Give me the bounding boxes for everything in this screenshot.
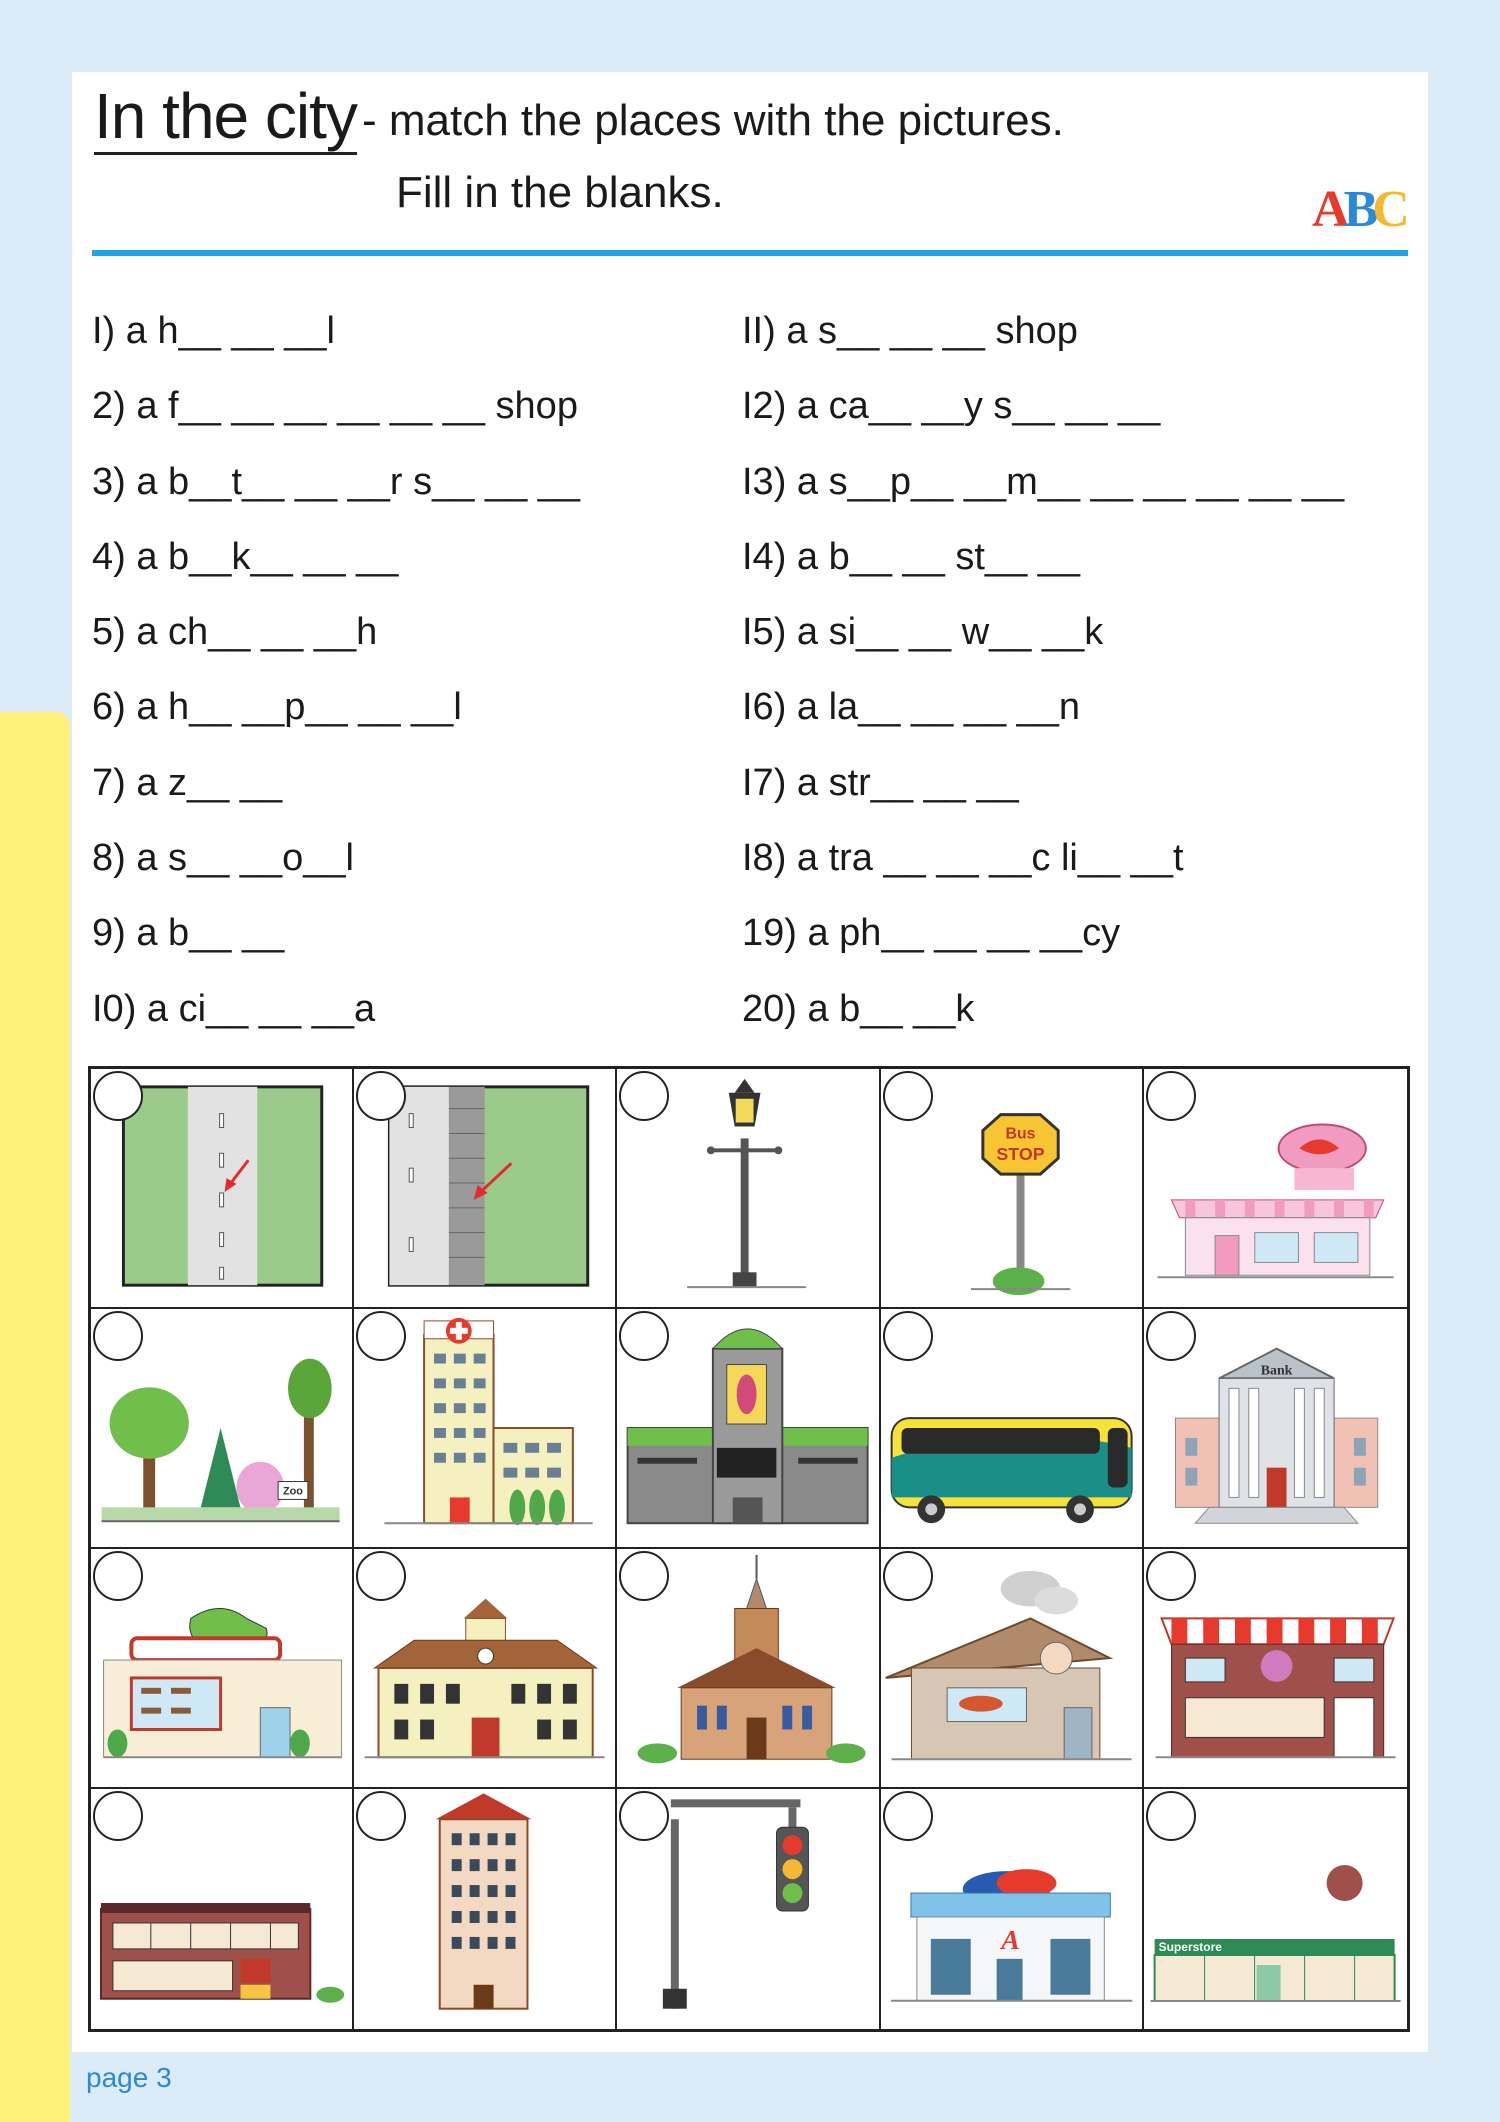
list-item: 4) a b__k__ __ __ [92,535,399,578]
pharmacy-letter: A [1000,1924,1020,1956]
answer-circle[interactable] [1146,1311,1196,1361]
answer-circle[interactable] [356,1311,406,1361]
instruction-line-1: - match the places with the pictures. [362,96,1064,145]
list-item: 7) a z__ __ [92,761,283,804]
bus-stop-text-2: STOP [995,1144,1045,1165]
picture-cell-traffic-light [617,1789,880,2029]
picture-cell-busstop [881,1069,1144,1309]
list-item: 3) a b__t__ __ __r s__ __ __ [92,460,581,503]
items-right-column [742,310,1382,1063]
worksheet [72,72,1428,2052]
picture-cell-shoe-store [91,1549,354,1789]
answer-circle[interactable] [883,1311,933,1361]
zoo-sign-text: Zoo [283,1485,303,1498]
items-left-column [92,310,732,1063]
list-item: I2) a ca__ __y s__ __ __ [742,385,1161,428]
list-item: I7) a str__ __ __ [742,761,1019,804]
picture-cell-sidewalk [354,1069,617,1309]
picture-cell-streetlamp [617,1069,880,1309]
picture-cell-street [91,1069,354,1309]
picture-cell-toyshop [1144,1069,1407,1309]
answer-circle[interactable] [93,1791,143,1841]
answer-circle[interactable] [356,1551,406,1601]
list-item: I5) a si__ __ w__ __k [742,611,1104,654]
list-item: 8) a s__ __o__l [92,837,354,880]
picture-cell-bus [881,1309,1144,1549]
list-item: 6) a h__ __p__ __ __l [92,686,462,729]
title-block [94,80,357,155]
instruction-line-2: Fill in the blanks. [396,168,724,217]
bus-stop-text-1: Bus [1005,1125,1036,1143]
list-item: 5) a ch__ __ __h [92,611,378,654]
page-number: page 3 [86,2062,172,2093]
answer-circle[interactable] [883,1551,933,1601]
picture-cell-bakery [1144,1549,1407,1789]
superstore-sign-text: Superstore [1158,1940,1222,1954]
header-divider [92,250,1408,256]
picture-cell-cinema [617,1309,880,1549]
picture-cell-school [354,1549,617,1789]
list-item: I3) a s__p__ __m__ __ __ __ __ __ [742,460,1345,503]
yellow-side-strip [0,712,70,2122]
list-item: 2) a f__ __ __ __ __ __ shop [92,385,578,428]
list-item: 19) a ph__ __ __ __cy [742,912,1121,955]
list-item: 20) a b__ __k [742,987,975,1030]
list-item: I6) a la__ __ __ __n [742,686,1081,729]
answer-circle[interactable] [1146,1791,1196,1841]
picture-cell-church [617,1549,880,1789]
list-item: I0) a ci__ __ __a [92,987,376,1030]
answer-circle[interactable] [883,1071,933,1121]
picture-cell-zoo [91,1309,354,1549]
picture-cell-supermarket [1144,1789,1407,2029]
picture-cell-pharmacy [881,1789,1144,2029]
answer-circle[interactable] [356,1071,406,1121]
answer-circle[interactable] [93,1071,143,1121]
picture-cell-flats [354,1789,617,2029]
picture-grid [88,1066,1410,2032]
answer-circle[interactable] [93,1311,143,1361]
picture-cell-clothes-shop [91,1789,354,2029]
fill-in-list [92,310,1412,1130]
picture-cell-bank [1144,1309,1407,1549]
answer-circle[interactable] [1146,1071,1196,1121]
picture-cell-butcher [881,1549,1144,1789]
list-item: I8) a tra __ __ __c li__ __t [742,837,1184,880]
list-item: 9) a b__ __ [92,912,285,955]
list-item: II) a s__ __ __ shop [742,310,1078,352]
bank-sign-text: Bank [1260,1363,1293,1379]
answer-circle[interactable] [883,1791,933,1841]
answer-circle[interactable] [356,1791,406,1841]
list-item: I4) a b__ __ st__ __ [742,535,1081,578]
picture-cell-hospital [354,1309,617,1549]
abc-logo: ABC [1312,181,1404,238]
answer-circle[interactable] [93,1551,143,1601]
list-item: I) a h__ __ __l [92,310,335,352]
page-title: In the city [94,84,357,155]
answer-circle[interactable] [1146,1551,1196,1601]
